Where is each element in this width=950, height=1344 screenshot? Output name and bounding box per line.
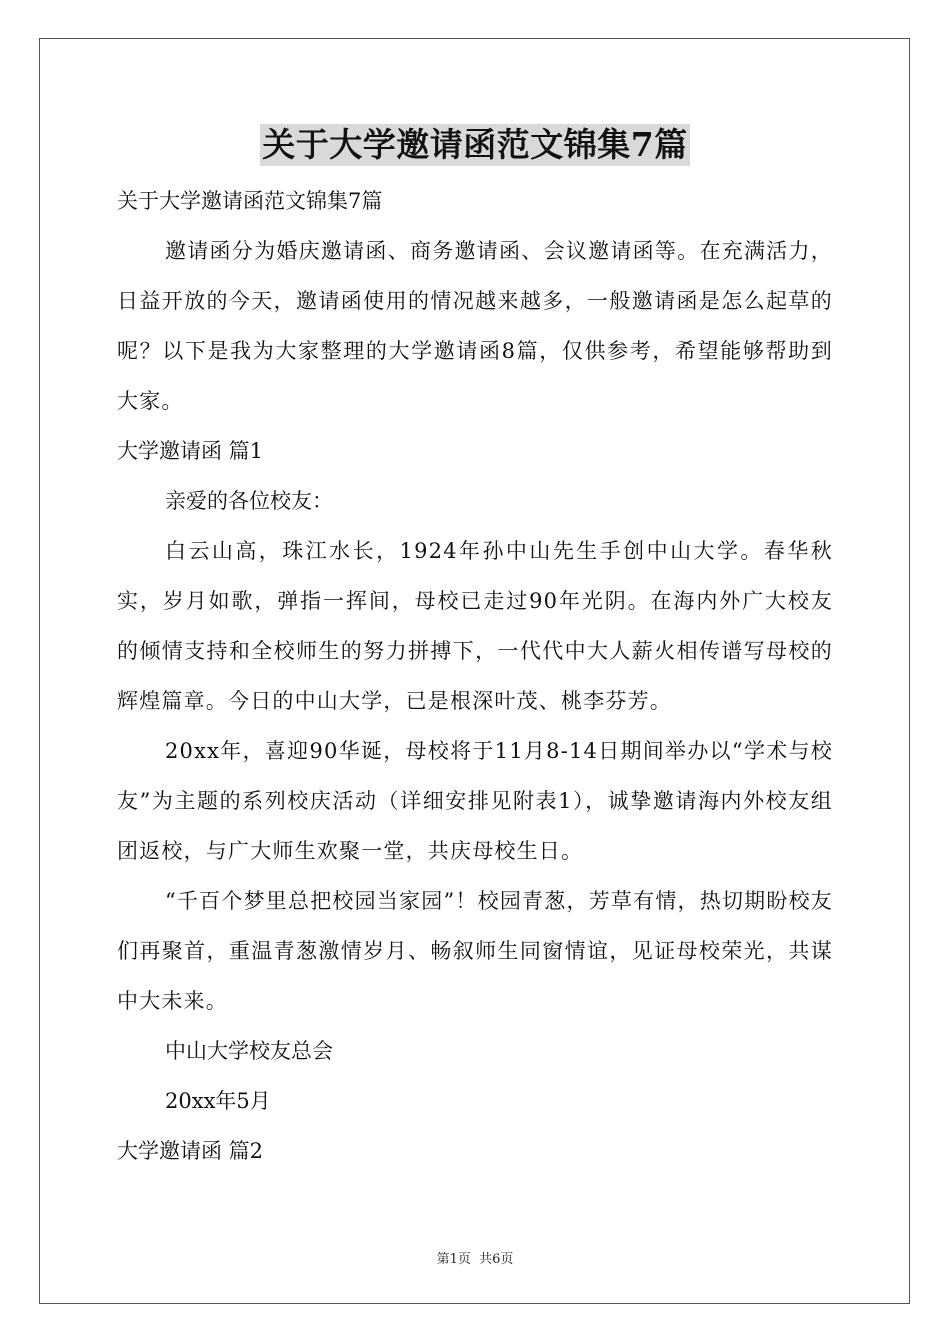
page-number: 第1页 共6页 bbox=[436, 1252, 514, 1267]
signature: 中山大学校友总会 bbox=[165, 1039, 333, 1063]
title-container bbox=[0, 124, 950, 166]
document-subtitle: 关于大学邀请函范文锦集7篇 bbox=[117, 189, 383, 213]
document-title: 关于大学邀请函范文锦集7篇 bbox=[262, 125, 688, 164]
body-paragraph-2: 20xx年，喜迎90华诞，母校将于11月8-14日期间举办以“学术与校友”为主题的系列校庆活动（详细安排见附表1），诚挚邀请海内外校友组团返校，与广大师生欢聚一堂，共庆母校生日。 bbox=[117, 739, 833, 863]
page-footer bbox=[0, 1248, 950, 1267]
greeting: 亲爱的各位校友： bbox=[165, 489, 333, 513]
body-paragraph-3: “千百个梦里总把校园当家园”！校园青葱，芳草有情，热切期盼校友们再聚首，重温青葱激情岁月、畅叙师生同窗情谊，见证母校荣光，共谋中大未来。 bbox=[117, 889, 833, 1013]
document-body bbox=[117, 176, 833, 1176]
intro-paragraph: 邀请函分为婚庆邀请函、商务邀请函、会议邀请函等。在充满活力，日益开放的今天，邀请函使用的情况越来越多，一般邀请函是怎么起草的呢？以下是我为大家整理的大学邀请函8篇，仅供参考，希望能够帮助到大家。 bbox=[117, 239, 833, 413]
section-heading-2: 大学邀请函 篇2 bbox=[117, 1139, 264, 1163]
section-heading-1: 大学邀请函 篇1 bbox=[117, 439, 264, 463]
body-paragraph-1: 白云山高，珠江水长，1924年孙中山先生手创中山大学。春华秋实，岁月如歌，弹指一挥间，母校已走过90年光阴。在海内外广大校友的倾情支持和全校师生的努力拼搏下，一代代中大人薪火相传谱写母校的辉煌篇章。今日的中山大学，已是根深叶茂、桃李芬芳。 bbox=[117, 539, 833, 713]
letter-date: 20xx年5月 bbox=[165, 1089, 271, 1113]
